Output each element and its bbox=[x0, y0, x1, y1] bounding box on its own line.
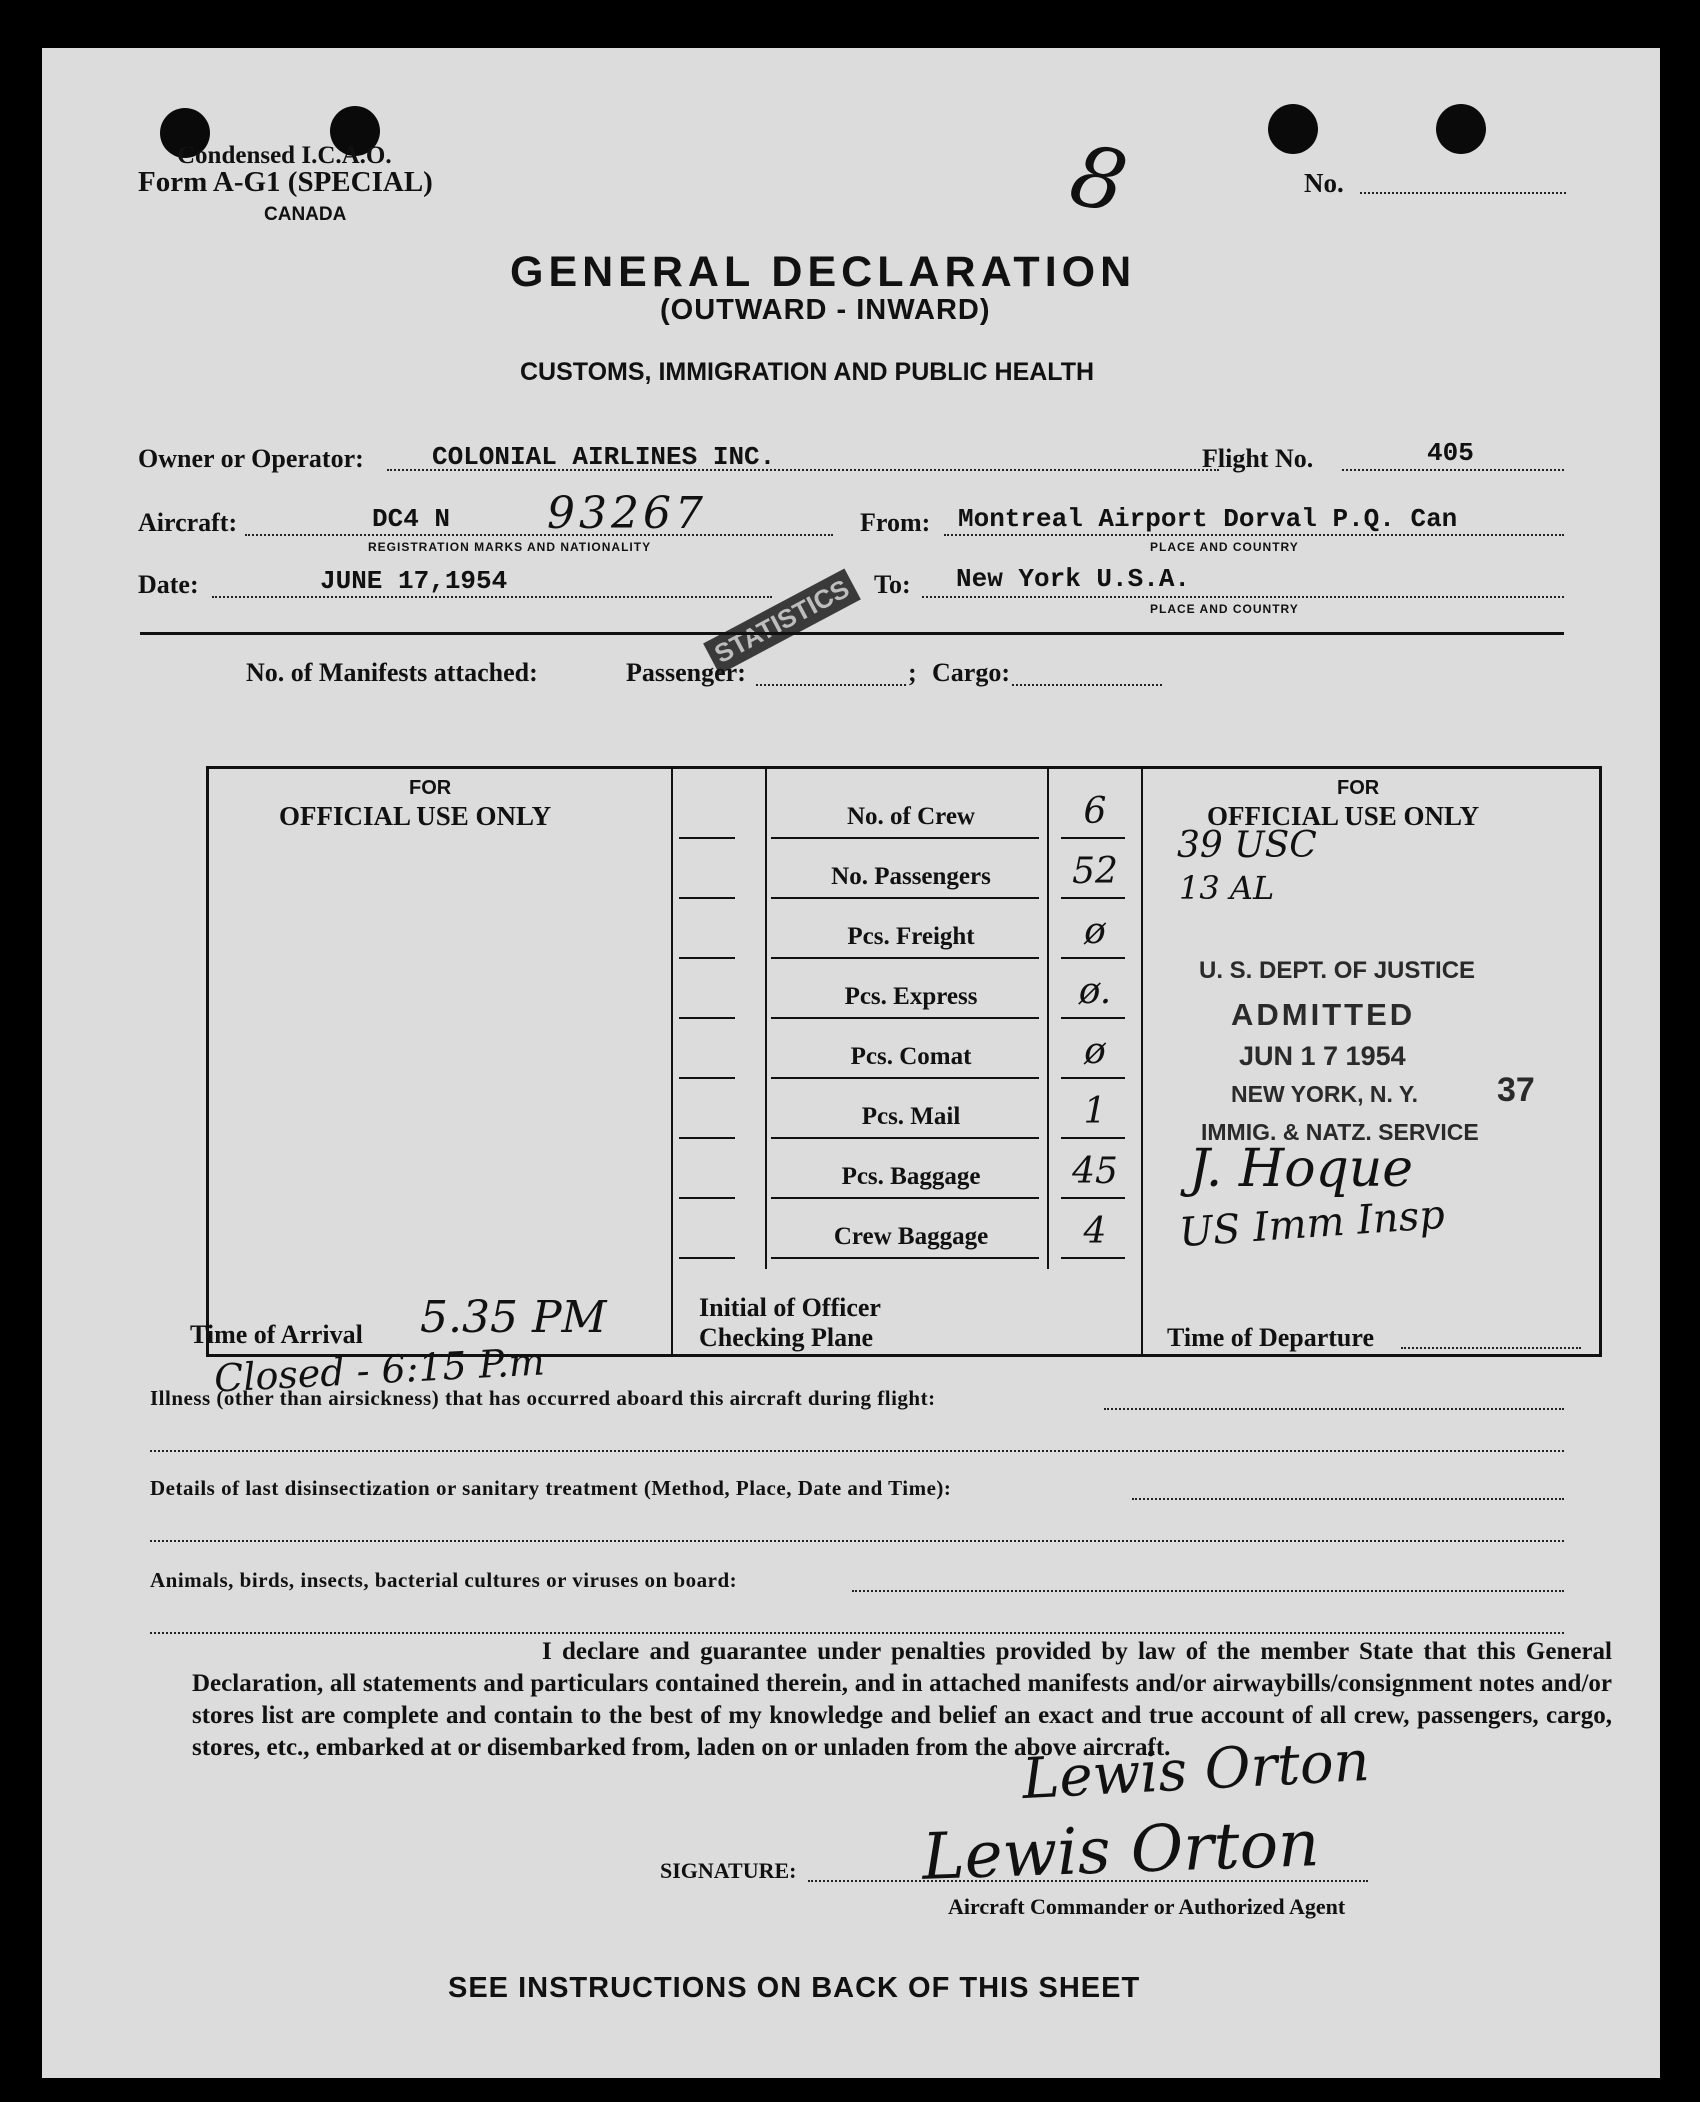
table-row-rule bbox=[771, 897, 1039, 899]
manifests-cargo-field[interactable] bbox=[1012, 684, 1162, 686]
checking-plane-label: Checking Plane bbox=[699, 1323, 874, 1352]
table-row-label: Crew Baggage bbox=[833, 1223, 989, 1250]
animals-field-line2[interactable] bbox=[150, 1632, 1564, 1634]
table-row-dash bbox=[1061, 897, 1125, 899]
page-title: GENERAL DECLARATION bbox=[510, 248, 1137, 296]
manifests-passenger-label: Passenger: bbox=[626, 658, 746, 687]
table-row-label: Pcs. Express bbox=[844, 983, 978, 1010]
to-value: New York U.S.A. bbox=[956, 564, 1191, 594]
table-row-dash bbox=[679, 1137, 735, 1139]
crew-cargo-table bbox=[206, 766, 1602, 1357]
table-divider bbox=[1141, 769, 1143, 1354]
table-row-value[interactable]: ø bbox=[1084, 1031, 1106, 1072]
to-label: To: bbox=[874, 570, 911, 599]
owner-label: Owner or Operator: bbox=[138, 444, 364, 473]
owner-value: COLONIAL AIRLINES INC. bbox=[432, 442, 776, 472]
table-row-dash bbox=[679, 897, 735, 899]
passenger-note-usc: 39 USC bbox=[1177, 825, 1317, 866]
table-row-dash bbox=[1061, 837, 1125, 839]
to-field[interactable] bbox=[922, 596, 1564, 598]
aircraft-type: DC4 N bbox=[372, 504, 451, 534]
admitted-stamp-city: NEW YORK, N. Y. bbox=[1231, 1081, 1419, 1107]
table-row-dash bbox=[1061, 957, 1125, 959]
date-label: Date: bbox=[138, 570, 199, 599]
illness-field-line2[interactable] bbox=[150, 1450, 1564, 1452]
statistics-stamp: STATISTICS bbox=[703, 569, 861, 675]
punch-hole bbox=[1436, 104, 1486, 154]
table-row-value[interactable]: 45 bbox=[1072, 1151, 1118, 1192]
flight-label: Flight No. bbox=[1202, 444, 1314, 473]
table-row-rule bbox=[771, 1137, 1039, 1139]
from-caption: PLACE AND COUNTRY bbox=[1150, 540, 1299, 554]
table-row-label: No. Passengers bbox=[831, 863, 991, 890]
date-value: JUNE 17,1954 bbox=[320, 566, 508, 596]
table-row-value[interactable]: 6 bbox=[1083, 791, 1107, 832]
table-row-dash bbox=[1061, 1137, 1125, 1139]
table-divider bbox=[671, 769, 673, 1354]
from-label: From: bbox=[860, 508, 931, 537]
table-row-dash bbox=[1061, 1257, 1125, 1259]
table-row-dash bbox=[679, 957, 735, 959]
table-row-dash bbox=[679, 1197, 735, 1199]
illness-field[interactable] bbox=[1104, 1408, 1564, 1410]
handwritten-mark: 8 bbox=[1062, 125, 1136, 233]
table-row-dash bbox=[679, 1077, 735, 1079]
from-value: Montreal Airport Dorval P.Q. Can bbox=[958, 504, 1458, 534]
sub-heading: CUSTOMS, IMMIGRATION AND PUBLIC HEALTH bbox=[520, 358, 1095, 386]
table-row-label: Pcs. Comat bbox=[850, 1043, 972, 1070]
table-row-dash bbox=[1061, 1017, 1125, 1019]
table-row-dash bbox=[1061, 1077, 1125, 1079]
admitted-stamp-number: 37 bbox=[1497, 1071, 1535, 1109]
illness-label: Illness (other than airsickness) that has occurred aboard this aircraft during flight: bbox=[150, 1386, 936, 1410]
declaration-form bbox=[42, 48, 1660, 2078]
left-for-label: FOR bbox=[409, 777, 452, 799]
number-field[interactable] bbox=[1360, 192, 1566, 194]
table-row-value[interactable]: ø bbox=[1084, 911, 1106, 952]
table-row-dash bbox=[679, 1017, 735, 1019]
inspector-signature: J. Hoque bbox=[1189, 1139, 1414, 1199]
time-departure-field[interactable] bbox=[1401, 1347, 1581, 1349]
signature-label: SIGNATURE: bbox=[660, 1858, 797, 1883]
punch-hole bbox=[1268, 104, 1318, 154]
registration-caption: REGISTRATION MARKS AND NATIONALITY bbox=[368, 540, 652, 554]
form-country: CANADA bbox=[264, 204, 347, 225]
disinsect-field[interactable] bbox=[1132, 1498, 1564, 1500]
table-row-value[interactable]: ø. bbox=[1078, 971, 1112, 1012]
aircraft-field[interactable] bbox=[245, 534, 833, 536]
footer-instructions: SEE INSTRUCTIONS ON BACK OF THIS SHEET bbox=[448, 1972, 1141, 2004]
table-row-label: Pcs. Freight bbox=[847, 923, 975, 950]
signature-field[interactable] bbox=[808, 1880, 1368, 1882]
passenger-note-al: 13 AL bbox=[1179, 869, 1275, 907]
table-divider bbox=[1047, 769, 1049, 1269]
animals-field[interactable] bbox=[852, 1590, 1564, 1592]
time-departure-label: Time of Departure bbox=[1167, 1323, 1374, 1352]
manifests-separator: ; bbox=[908, 658, 917, 687]
form-name-line2: Form A-G1 (SPECIAL) bbox=[138, 166, 433, 198]
table-row-dash bbox=[679, 1257, 735, 1259]
initial-officer-label: Initial of Officer bbox=[699, 1293, 881, 1322]
table-row-rule bbox=[771, 1077, 1039, 1079]
date-field[interactable] bbox=[212, 596, 772, 598]
table-row-rule bbox=[771, 957, 1039, 959]
table-row-rule bbox=[771, 837, 1039, 839]
disinsect-field-line2[interactable] bbox=[150, 1540, 1564, 1542]
admitted-stamp-status: ADMITTED bbox=[1231, 997, 1416, 1032]
left-official-label: OFFICIAL USE ONLY bbox=[279, 801, 552, 831]
inspector-title: US Imm Insp bbox=[1177, 1191, 1447, 1257]
form-name-line1: Condensed I.C.A.O. bbox=[177, 142, 392, 169]
table-row-rule bbox=[771, 1197, 1039, 1199]
declaration-text: I declare and guarantee under penalties provided by law of the member State that this General Declaration, all statements and particulars contained therein, and in attached manifests and/or airwaybills/consignment notes and/or stores list are complete and contain to the best of my knowledge and belief an exact and true account of all crew, passengers, cargo, stores, etc., embarked at or disembarked from, laden on or unladen from the above aircraft. bbox=[192, 1638, 1612, 1761]
table-row-label: Pcs. Mail bbox=[861, 1103, 961, 1130]
to-caption: PLACE AND COUNTRY bbox=[1150, 602, 1299, 616]
aircraft-registration: 93267 bbox=[547, 488, 707, 539]
table-row-label: No. of Crew bbox=[847, 803, 975, 830]
table-divider bbox=[765, 769, 767, 1269]
admitted-stamp-service: IMMIG. & NATZ. SERVICE bbox=[1201, 1119, 1479, 1145]
page-subtitle: (OUTWARD - INWARD) bbox=[660, 294, 991, 326]
right-for-label: FOR bbox=[1337, 777, 1380, 799]
manifests-label: No. of Manifests attached: bbox=[246, 658, 538, 687]
table-row-value[interactable]: 4 bbox=[1083, 1211, 1107, 1252]
table-row-value[interactable]: 52 bbox=[1072, 851, 1118, 892]
table-row-rule bbox=[771, 1257, 1039, 1259]
disinsect-label: Details of last disinsectization or sanitary treatment (Method, Place, Date and Time): bbox=[150, 1476, 952, 1500]
time-arrival-value: 5.35 PM bbox=[420, 1292, 607, 1343]
admitted-stamp-date: JUN 1 7 1954 bbox=[1239, 1041, 1406, 1071]
table-row-rule bbox=[771, 1017, 1039, 1019]
manifests-passenger-field[interactable] bbox=[756, 684, 906, 686]
animals-label: Animals, birds, insects, bacterial cultures or viruses on board: bbox=[150, 1568, 738, 1592]
table-row-value[interactable]: 1 bbox=[1083, 1091, 1107, 1132]
divider-line bbox=[140, 632, 1564, 635]
from-field[interactable] bbox=[944, 534, 1564, 536]
manifests-cargo-label: Cargo: bbox=[932, 658, 1010, 687]
table-row-label: Pcs. Baggage bbox=[841, 1163, 981, 1190]
flight-value: 405 bbox=[1427, 438, 1474, 468]
closed-note: Closed - 6:15 P.m bbox=[213, 1339, 546, 1401]
table-row-dash bbox=[679, 837, 735, 839]
commander-signature-second: Lewis Orton bbox=[920, 1807, 1321, 1895]
right-official-label: OFFICIAL USE ONLY bbox=[1207, 801, 1480, 831]
signature-caption: Aircraft Commander or Authorized Agent bbox=[948, 1894, 1346, 1919]
table-row-dash bbox=[1061, 1197, 1125, 1199]
admitted-stamp-dept: U. S. DEPT. OF JUSTICE bbox=[1199, 957, 1476, 984]
commander-signature: Lewis Orton bbox=[1020, 1728, 1372, 1813]
number-label: No. bbox=[1304, 168, 1344, 198]
flight-field[interactable] bbox=[1342, 469, 1564, 471]
time-arrival-label: Time of Arrival bbox=[190, 1320, 363, 1349]
aircraft-label: Aircraft: bbox=[138, 508, 238, 537]
